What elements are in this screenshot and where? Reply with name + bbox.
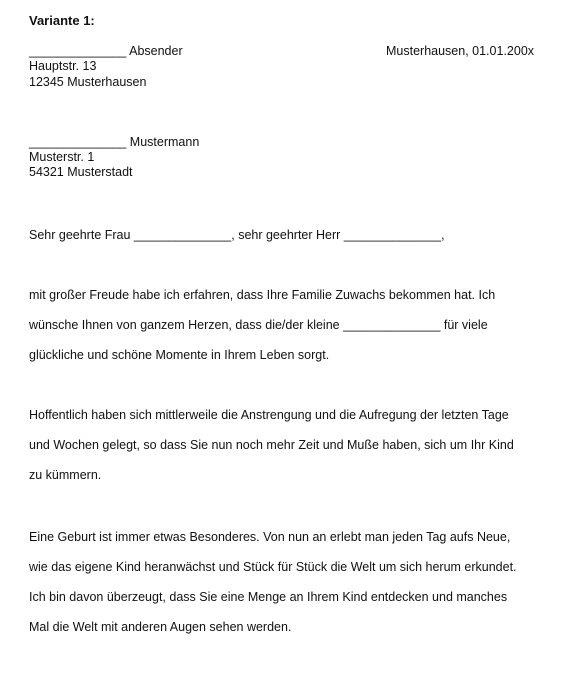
paragraph-line: zu kümmern. — [29, 468, 102, 482]
paragraph-line: Mal die Welt mit anderen Augen sehen werden. — [29, 620, 292, 634]
paragraph-hope — [29, 400, 559, 490]
recipient-street: Musterstr. 1 — [29, 150, 95, 164]
recipient-name-line: ______________ Mustermann — [29, 135, 200, 149]
paragraph-line: wie das eigene Kind heranwächst und Stück für Stück die Welt um sich herum erkundet. — [29, 560, 517, 574]
variant-heading: Variante 1: — [29, 13, 95, 28]
paragraph-line: Ich bin davon überzeugt, dass Sie eine Menge an Ihrem Kind entdecken und manches — [29, 590, 508, 604]
paragraph-birth — [29, 522, 559, 642]
sender-street: Hauptstr. 13 — [29, 59, 97, 73]
paragraph-line: und Wochen gelegt, so dass Sie nun noch mehr Zeit und Muße haben, sich um Ihr Kind — [29, 438, 514, 452]
paragraph-line: glückliche und schöne Momente in Ihrem Leben sorgt. — [29, 348, 330, 362]
paragraph-line: wünsche Ihnen von ganzem Herzen, dass die/der kleine ______________ für viele — [29, 318, 488, 332]
recipient-city: 54321 Musterstadt — [29, 165, 133, 179]
paragraph-line: mit großer Freude habe ich erfahren, dass Ihre Familie Zuwachs bekommen hat. Ich — [29, 288, 496, 302]
paragraph-line: Eine Geburt ist immer etwas Besonderes. Von nun an erlebt man jeden Tag aufs Neue, — [29, 530, 511, 544]
paragraph-line: Hoffentlich haben sich mittlerweile die Anstrengung und die Aufregung der letzten Tage — [29, 408, 509, 422]
paragraph-congratulation — [29, 280, 559, 370]
place-date: Musterhausen, 01.01.200x — [386, 44, 535, 58]
sender-city: 12345 Musterhausen — [29, 75, 147, 89]
salutation: Sehr geehrte Frau ______________, sehr geehrter Herr ______________, — [29, 228, 445, 242]
sender-name-line: ______________ Absender — [29, 44, 183, 58]
